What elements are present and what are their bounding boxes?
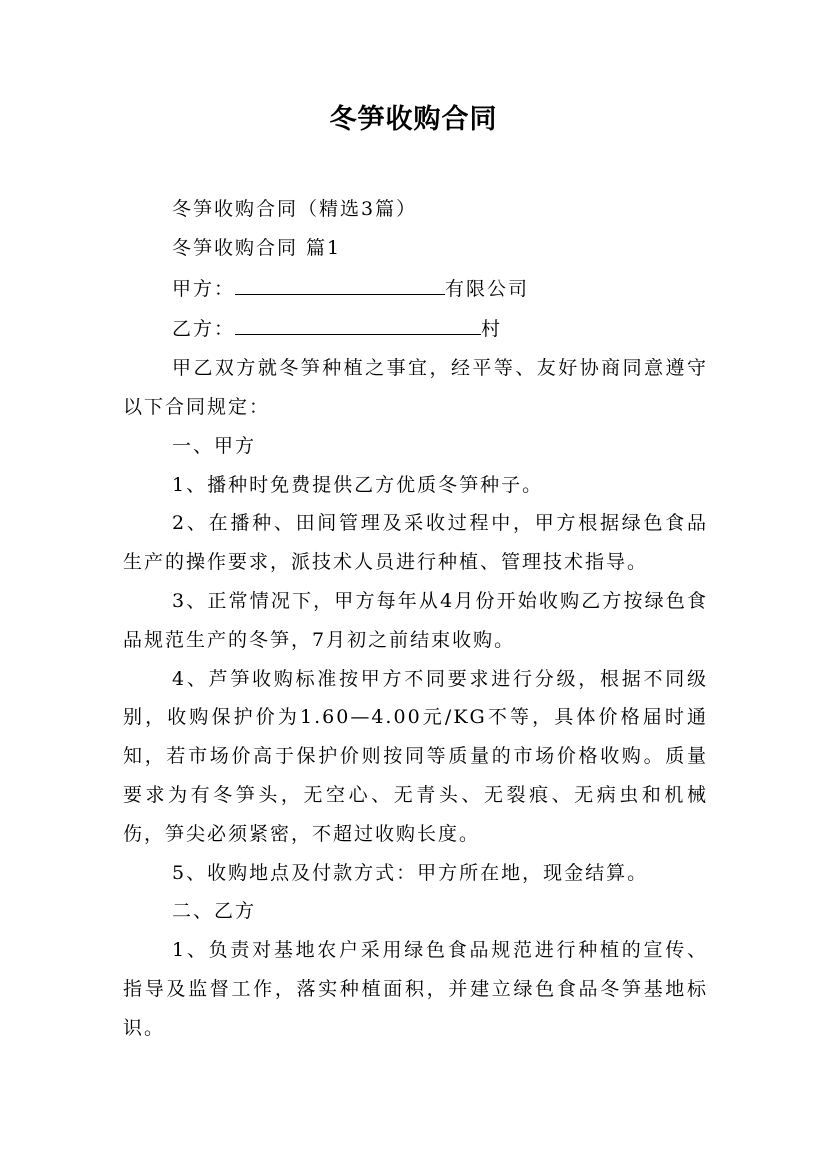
document-subtitle: 冬笋收购合同（精选3篇） xyxy=(172,198,418,220)
part-a-item-2: 2、在播种、田间管理及采收过程中，甲方根据绿色食品生产的操作要求，派技术人员进行种植、管理技术指导。 xyxy=(123,512,708,574)
party-b-line xyxy=(123,308,708,349)
party-b-label: 乙方： xyxy=(172,318,236,341)
document-body xyxy=(123,190,708,1048)
party-b-blank xyxy=(235,308,481,335)
part-a-item-1: 1、播种时免费提供乙方优质冬笋种子。 xyxy=(172,473,544,496)
party-b-suffix: 村 xyxy=(481,318,503,341)
party-a-label: 甲方： xyxy=(172,277,236,300)
document-title: 冬笋收购合同 xyxy=(329,104,498,135)
part-a-item-4: 4、芦笋收购标准按甲方不同要求进行分级，根据不同级别，收购保护价为1.60—4.00元/KG不等，具体价格届时通知，若市场价高于保护价则按同等质量的市场价格收购。质量要求为有冬笋头，无空心、无青头、无裂痕、无病虫和机械伤，笋尖必须紧密，不超过收购长度。 xyxy=(123,667,708,845)
part-a-item-5: 5、收购地点及付款方式：甲方所在地，现金结算。 xyxy=(172,861,649,884)
party-a-line xyxy=(123,268,708,309)
section-heading: 冬笋收购合同 篇1 xyxy=(172,236,342,259)
part-a-item-3: 3、正常情况下，甲方每年从4月份开始收购乙方按绿色食品规范生产的冬笋，7月初之前结束收购。 xyxy=(123,589,708,651)
party-a-suffix: 有限公司 xyxy=(445,277,530,300)
part-a-heading: 一、甲方 xyxy=(172,434,257,457)
part-b-heading: 二、乙方 xyxy=(172,900,257,923)
part-b-item-1: 1、负责对基地农户采用绿色食品规范进行种植的宣传、指导及监督工作，落实种植面积，并建立绿色食品冬笋基地标识。 xyxy=(123,939,708,1039)
intro-paragraph: 甲乙双方就冬笋种植之事宜，经平等、友好协商同意遵守以下合同规定： xyxy=(123,357,708,418)
party-a-blank xyxy=(235,268,445,295)
